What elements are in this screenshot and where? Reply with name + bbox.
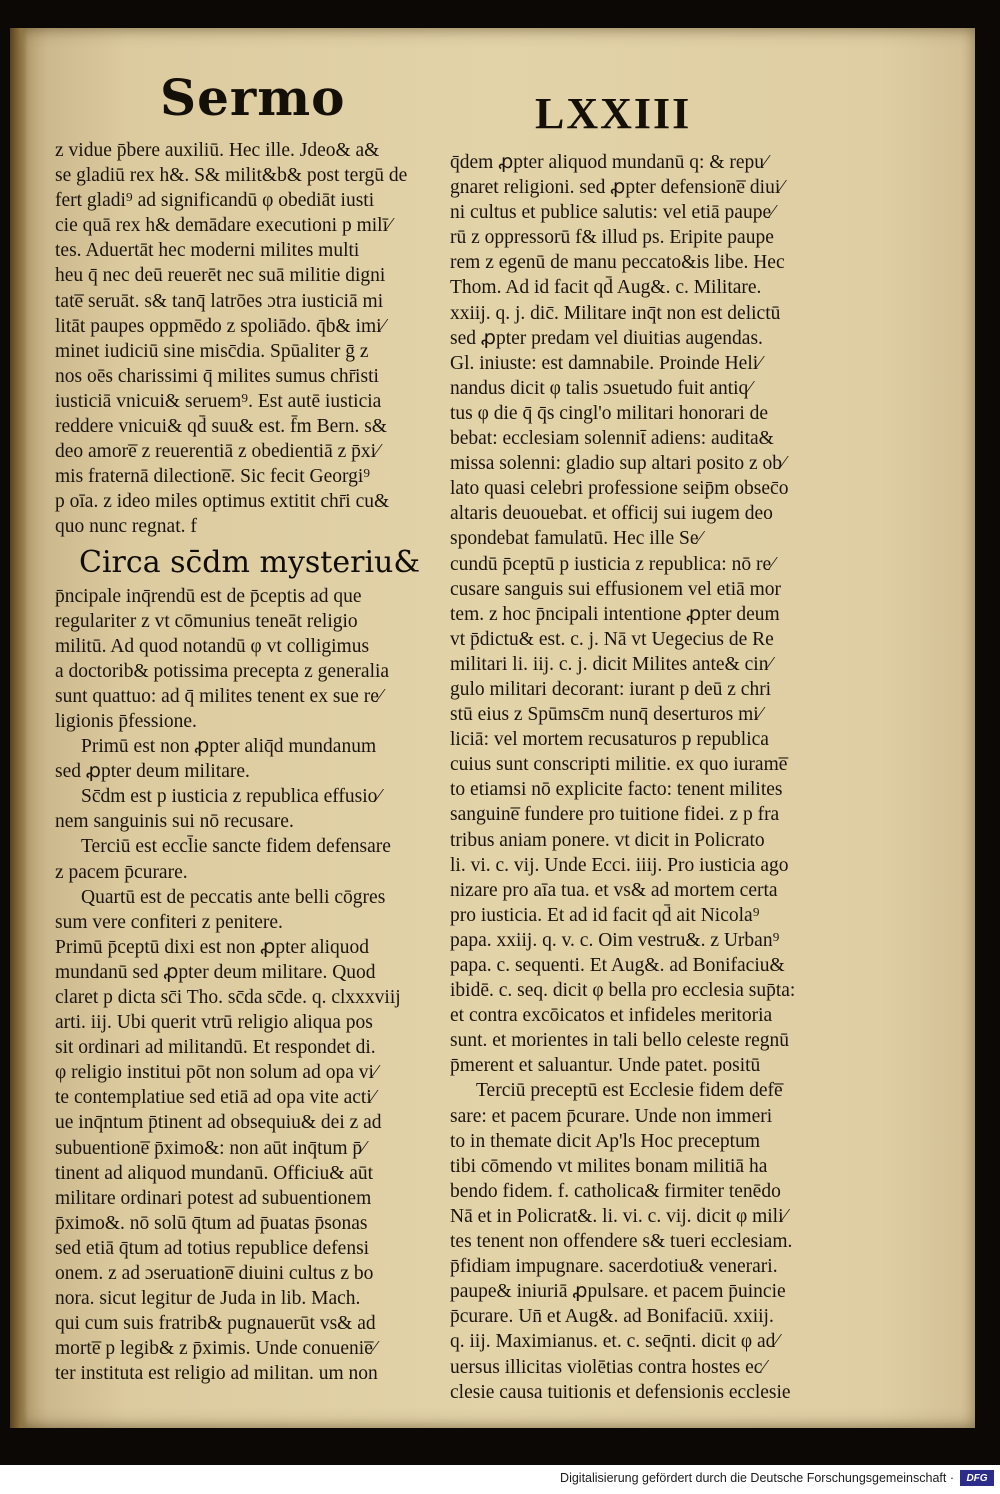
text-line: p̄curare. Un̄ et Aug&. ad Bonifaciū. xxiij. <box>450 1306 774 1328</box>
text-line: Gl. iniuste: est damnabile. Proinde Heli⁄ <box>450 352 762 374</box>
text-line: sed etiā q̄tum ad totius republice defensi <box>55 1237 370 1259</box>
text-line: sed ꝓpter predam vel diuitias augendas. <box>450 327 763 349</box>
right-text-column <box>450 150 800 1405</box>
text-line: Nā et in Policrat&. li. vi. c. vij. dicit φ mili⁄ <box>450 1205 787 1227</box>
right-column-text <box>450 150 800 1405</box>
footer-bar <box>0 1466 1000 1494</box>
text-line: to in themate dicit Ap'ls Hoc preceptum <box>450 1130 761 1152</box>
text-line: militare ordinari potest ad subuentionem <box>55 1187 372 1209</box>
text-line: cuius sunt conscripti militie. ex quo iurame̅ <box>450 754 788 776</box>
text-line: Thom. Ad id facit qd̄ Aug&. c. Militare. <box>450 277 762 299</box>
text-line: p̄ximo&. nō solū q̄tum ad p̄uatas p̄sonas <box>55 1212 368 1234</box>
text-line: bebat: ecclesiam solennit̄ adiens: audita& <box>450 428 774 450</box>
section-heading: Circa sc̄dm mysteriu& <box>79 544 421 580</box>
text-line: morte̅ p legib& z p̄ximis. Unde conuenie̅⁄ <box>55 1338 377 1360</box>
running-head-left: Sermo <box>160 68 346 127</box>
text-line: clesie causa tuitionis et defensionis ecclesie <box>450 1381 791 1403</box>
text-line: p̄merent et saluantur. Unde patet. positū <box>450 1055 761 1077</box>
text-line: papa. xxiij. q. v. c. Oim vestru&. z Urban⁹ <box>450 929 780 951</box>
text-line: cusare sanguis sui effusionem vel etiā mor <box>450 578 782 600</box>
text-line: sit ordinari ad militandū. Et respondet di. <box>55 1037 376 1059</box>
text-line: liciā: vel mortem recusaturos p republica <box>450 729 769 751</box>
page-gutter-shadow <box>10 28 28 1428</box>
text-line: te contemplatiue sed etiā ad opa vite acti⁄ <box>55 1087 375 1109</box>
text-line: sanguine̅ fundere pro tuitione fidei. z p fra <box>450 804 780 826</box>
text-line: Terciū est eccl̄ie sancte fidem defensare <box>81 836 391 858</box>
text-line: minet iudiciū sine misc̄dia. Spūaliter ḡ z <box>55 340 369 362</box>
text-line: spondebat famulatū. Hec ille Se⁄ <box>450 528 702 550</box>
text-line: ue inq̄ntum p̄tinent ad obsequiu& dei z ad <box>55 1112 382 1134</box>
text-line: stū eius z Spūmsc̄m nunq̄ deserturos mi⁄ <box>450 704 762 726</box>
text-line: q. iij. Maximianus. et. c. seq̄nti. dicit φ ad⁄ <box>450 1331 779 1353</box>
left-text-column <box>55 138 427 1387</box>
text-line: gulo militari decorant: iurant p deū z chri <box>450 678 772 700</box>
text-line: z pacem p̄curare. <box>55 861 188 883</box>
text-line: mis fraternā dilectione̅. Sic fecit Georgi⁹ <box>55 466 371 488</box>
text-line: subuentione̅ p̄ximo&: non aūt inq̄tum p̄⁄ <box>55 1137 366 1159</box>
text-line: nos oēs charissimi q̄ milites sumus chr̄isti <box>55 365 379 387</box>
text-line: mundanū sed ꝓpter deum militare. Quod <box>55 961 376 983</box>
text-line: ter instituta est religio ad militan. um non <box>55 1363 378 1385</box>
text-line: iusticiā vnicui& seruem⁹. Est autē iusticia <box>55 390 382 412</box>
text-line: rem z egenū de manu peccato&is libe. Hec <box>450 252 785 274</box>
text-line: φ religio institui pōt non solum ad opa vi⁄ <box>55 1062 378 1084</box>
text-line: militū. Ad quod notandū φ vt colligimus <box>55 635 370 657</box>
text-line: Sc̄dm est p iusticia z republica effusio⁄ <box>81 786 381 808</box>
text-line: tem. z hoc p̄ncipali intentione ꝓpter deum <box>450 603 780 625</box>
text-line: bendo fidem. f. catholica& firmiter tenēdo <box>450 1180 781 1202</box>
text-line: tes. Aduertāt hec moderni milites multi <box>55 240 360 262</box>
text-line: tus φ die q̄ q̄s cingl'o militari honorari de <box>450 402 769 424</box>
text-line: pro iusticia. Et ad id facit qd̄ ait Nicola⁹ <box>450 904 760 926</box>
text-line: cundū p̄ceptū p iusticia z republica: nō re⁄ <box>450 553 775 575</box>
text-line: sed ꝓpter deum militare. <box>55 761 250 783</box>
text-line: deo amore̅ z reuerentiā z obedientiā z p̄xi⁄ <box>55 441 380 463</box>
text-line: tate̅ seruāt. s& tanq̄ latrōes ɔtra iusticiā mi <box>55 290 384 312</box>
text-line: p̄fidiam impugnare. sacerdotiu& venerari. <box>450 1256 778 1278</box>
text-line: regulariter z vt cōmunius teneāt religio <box>55 610 358 632</box>
text-line: quo nunc regnat. f <box>55 516 197 538</box>
dfg-logo: DFG <box>960 1470 994 1486</box>
text-line: papa. c. sequenti. Et Aug&. ad Bonifaciu& <box>450 955 785 976</box>
text-line: tibi cōmendo vt milites bonam militiā ha <box>450 1155 768 1177</box>
text-line: ibidē. c. seq. dicit φ bella pro ecclesia sup̄ta: <box>450 980 796 1002</box>
text-line: q̄dem ꝓpter aliquod mundanū q: & repu⁄ <box>450 152 768 173</box>
text-line: paupe& iniuriā ꝓpulsare. et pacem p̄uincie <box>450 1281 786 1303</box>
text-line: fert gladi⁹ ad significandū φ obediāt iusti <box>55 190 375 212</box>
text-line: gnaret religioni. sed ꝓpter defensione̅ diui⁄ <box>450 177 784 199</box>
text-line: nem sanguinis sui nō recusare. <box>55 811 294 833</box>
text-line: sunt. et morientes in tali bello celeste regnū <box>450 1030 789 1052</box>
left-column-text-after-heading <box>55 584 427 1387</box>
text-line: p̄ncipale inq̄rendū est de p̄ceptis ad que <box>55 585 362 607</box>
text-line: uersus illicitas violētias contra hostes ec⁄ <box>450 1356 766 1378</box>
text-line: Terciū preceptū est Ecclesie fidem defe̅ <box>476 1080 783 1102</box>
text-line: tes tenent non offendere s& tueri ecclesiam. <box>450 1231 793 1253</box>
text-line: militari li. iij. c. j. dicit Milites ante& cin⁄ <box>450 653 772 675</box>
text-line: claret p dicta sc̄i Tho. sc̄da sc̄de. q. clxxxviij <box>55 987 401 1008</box>
text-line: sum vere confiteri z penitere. <box>55 911 283 933</box>
text-line: Primū est non ꝓpter aliq̄d mundanum <box>81 736 377 758</box>
text-line: z vidue p̄bere auxiliū. Hec ille. Jdeo& a& <box>55 140 380 161</box>
left-column-text-before-heading <box>55 138 427 540</box>
funding-credit: Digitalisierung gefördert durch die Deutsche Forschungsgemeinschaft · <box>560 1471 954 1485</box>
text-line: arti. iij. Ubi querit vtrū religio aliqua pos <box>55 1012 373 1034</box>
text-line: lato quasi celebri professione seip̄m obsec̄o <box>450 478 789 500</box>
text-line: Quartū est de peccatis ante belli cōgres <box>81 886 386 908</box>
text-line: cie quā rex h& demādare executioni p milī⁄ <box>55 215 392 237</box>
text-line: sunt quattuo: ad q̄ milites tenent ex sue re⁄ <box>55 685 383 707</box>
text-line: onem. z ad ɔseruatione̅ diuini cultus z bo <box>55 1263 374 1285</box>
text-line: qui cum suis fratrib& pugnauerūt vs& ad <box>55 1313 376 1335</box>
text-line: ni cultus et publice salutis: vel etiā paupe⁄ <box>450 202 775 224</box>
text-line: p oīa. z ideo miles optimus extitit chr̄i cu& <box>55 491 390 513</box>
text-line: ligionis p̄fessione. <box>55 710 197 732</box>
running-head-right: LXXIII <box>535 89 692 138</box>
text-line: nandus dicit φ talis ɔsuetudo fuit antiq⁄ <box>450 377 752 399</box>
text-line: sare: et pacem p̄curare. Unde non immeri <box>450 1105 773 1127</box>
text-line: to etiamsi nō explicite facto: tenent milites <box>450 779 783 801</box>
text-line: reddere vnicui& qd̄ suu& est. f̄m Bern. s& <box>55 416 387 438</box>
text-line: li. vi. c. vij. Unde Ecci. iiij. Pro iusticia ago <box>450 854 789 876</box>
text-line: se gladiū rex h&. S& milit&b& post tergū de <box>55 165 408 187</box>
text-line: missa solenni: gladio sup altari posito z ob⁄ <box>450 453 786 475</box>
text-line: altaris deuouebat. et officij sui iugem deo <box>450 503 773 525</box>
text-line: a doctorib& potissima precepta z generalia <box>55 660 390 682</box>
text-line: heu q̄ nec deū reuerēt nec suā militie digni <box>55 265 386 287</box>
text-line: et contra excōicatos et infideles meritoria <box>450 1005 773 1027</box>
text-line: nizare pro aīa tua. et vs& ad mortem certa <box>450 879 778 901</box>
text-line: xxiij. q. j. dic̄. Militare inq̄t non est delictū <box>450 302 781 324</box>
text-line: tribus aniam ponere. vt dicit in Policrato <box>450 829 765 851</box>
text-line: Primū p̄ceptū dixi est non ꝓpter aliquod <box>55 936 370 958</box>
text-line: nora. sicut legitur de Juda in lib. Mach. <box>55 1288 361 1310</box>
text-line: litāt paupes oppmēdo z spoliādo. q̄b& imi⁄ <box>55 315 385 337</box>
text-line: vt p̄dictu& est. c. j. Nā vt Uegecius de Re <box>450 628 774 650</box>
text-line: tinent ad aliquod mundanū. Officiu& aūt <box>55 1162 374 1184</box>
text-line: rū z oppressorū f& illud ps. Eripite paupe <box>450 227 774 249</box>
